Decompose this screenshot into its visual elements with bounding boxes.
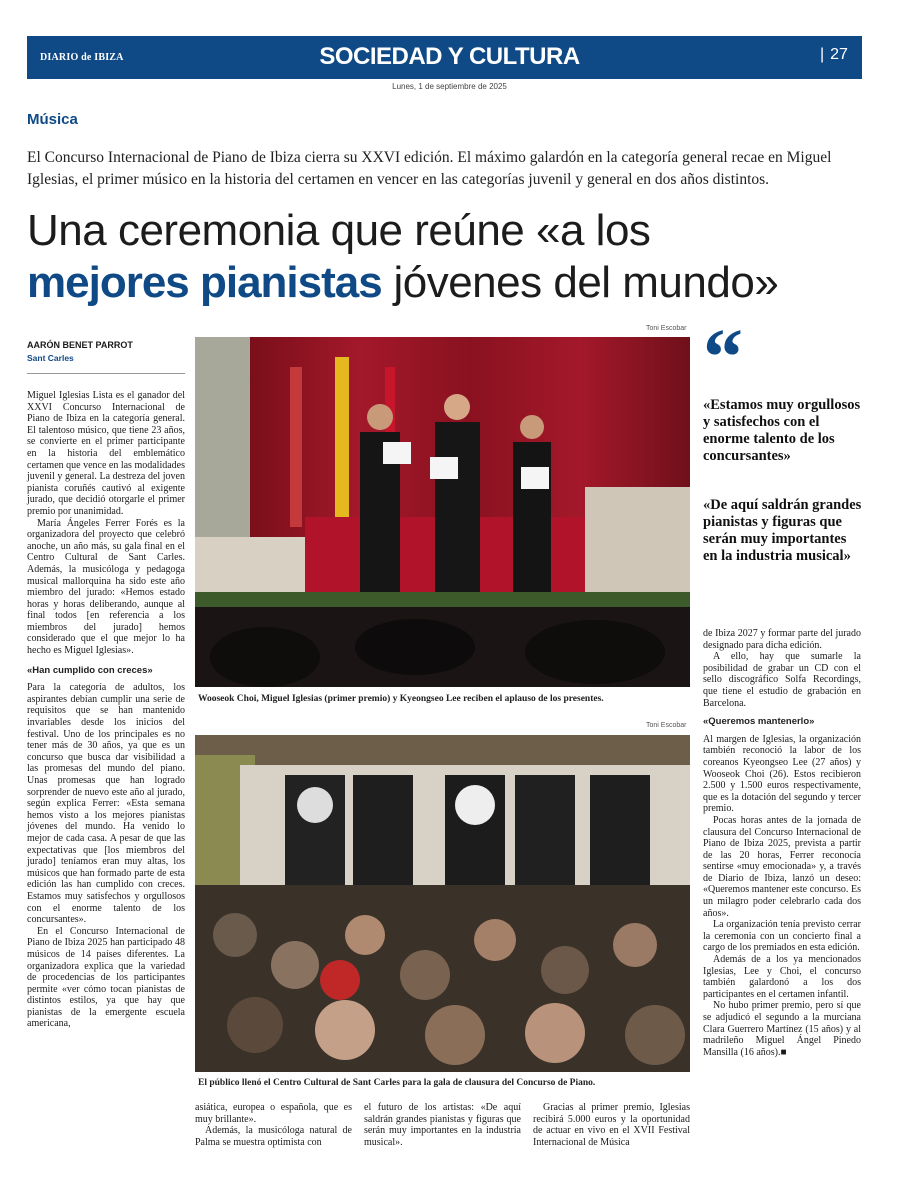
photo-credit: Toni Escobar bbox=[646, 722, 687, 729]
page-number: | 27 bbox=[820, 46, 848, 64]
paragraph: En el Concurso Internacional de Piano de Ibiza 2025 han participado 48 músicos de 14 países diferentes. La organizadora explica que la variedad de procedencias de los participantes permite «ver cómo tocan pianistas de distintos estilos, ya que hay que pianistas de la emergente escuela americana, bbox=[27, 925, 185, 1030]
subheading: «Queremos mantenerlo» bbox=[703, 716, 815, 728]
end-mark-icon: ■ bbox=[780, 1046, 787, 1058]
section-kicker: Música bbox=[27, 111, 78, 128]
article-column-3 bbox=[364, 1102, 521, 1148]
paragraph-text: No hubo primer premio, pero sí que se adjudicó el segundo a la murciana Clara Guerrero Martínez (15 años) y al madrileño Miguel Ángel Pinedo Mansilla (16 años). bbox=[703, 1000, 861, 1058]
paragraph: Además, la musicóloga natural de Palma se muestra optimista con bbox=[195, 1125, 352, 1148]
ceremony-photo-image bbox=[195, 337, 690, 687]
article-lead: El Concurso Internacional de Piano de Ibiza cierra su XXVI edición. El máximo galardón en la categoría general recae en Miguel Iglesias, el primer músico en la historia del certamen en vencer en las categorías juvenil y general en dos años distintos. bbox=[27, 149, 832, 188]
paragraph: A ello, hay que sumarle la posibilidad de grabar un CD con el sello discográfico Solfa Recordings, que tiene el estudio de grabación en Barcelona. bbox=[703, 651, 861, 709]
paragraph: de Ibiza 2027 y formar parte del jurado designado para dicha edición. bbox=[703, 628, 861, 651]
paragraph bbox=[703, 1000, 861, 1058]
article-column-4 bbox=[533, 1102, 690, 1148]
subheading: «Han cumplido con creces» bbox=[27, 664, 153, 676]
article-column-5 bbox=[703, 628, 861, 1058]
photo-caption: El público llenó el Centro Cultural de Sant Carles para la gala de clausura del Concurso de Piano. bbox=[198, 1078, 596, 1088]
pull-quote: «Estamos muy orgullosos y satisfechos con el enorme talento de los concursantes» bbox=[703, 397, 861, 464]
paragraph: Miguel Iglesias Lista es el ganador del XXVI Concurso Internacional de Piano de Ibiza en la categoría general. El talentoso músico, que tiene 23 años, se convierte en el primer participante en la historia del emblemático certamen que vence en las modalidades juvenil y general. La destreza del joven pianista coruñés cautivó al exigente jurado, que decidió otorgarle el primer premio por unanimidad. bbox=[27, 390, 185, 517]
pull-quote: «De aquí saldrán grandes pianistas y figuras que serán muy importantes en la industria musical» bbox=[703, 497, 862, 564]
quote-icon: “ bbox=[703, 314, 743, 402]
article-column-2 bbox=[195, 1102, 352, 1148]
issue-date: Lunes, 1 de septiembre de 2025 bbox=[392, 82, 507, 91]
paragraph: Para la categoría de adultos, los aspirantes debían cumplir una serie de requisitos que se han mantenido invariables desde los inicios del festival. Uno de los principales es no tener más de 30 años, ya que es un concurso que busca dar visibilidad a las promesas del mundo del piano. Unas promesas que han logrado sorprender de nuevo este año al jurado, según explica Ferrer: «Esta semana hemos visto a los mejores pianistas jóvenes del mundo. Ha venido lo mejor de cada casa. A pesar de que las expectativas que [los miembros del jurado] teníamos eran muy altas, los músicos que han formado parte de esta edición las han cumplido con creces. Estamos muy satisfechos y orgullosos con el enorme talento de los concursantes». bbox=[27, 682, 185, 926]
paragraph: María Ángeles Ferrer Forés es la organizadora del proyecto que celebró anoche, un año más, su gala final en el Centro Cultural de Sant Carles. Además, la musicóloga y pedagoga musical mallorquina ha sido este año miembro del jurado: «Hemos estado horas y horas deliberando, aunque al final todos [en referencia a los miembros del jurado] hemos considerado que el que mejor lo ha hecho es Miguel Iglesias». bbox=[27, 517, 185, 657]
photo-credit: Toni Escobar bbox=[646, 325, 687, 332]
paragraph: Al margen de Iglesias, la organización también reconoció la labor de los coreanos Kyeongseo Lee (27 años) y Wooseok Choi (26). Estos recibieron 2.500 y 1.500 euros respectivamente, que es la dotación del segundo y tercer premio. bbox=[703, 733, 861, 815]
byline-location: Sant Carles bbox=[27, 353, 74, 363]
audience-photo-image bbox=[195, 735, 690, 1072]
headline-line1: Una ceremonia que reúne «a los bbox=[27, 206, 651, 255]
paragraph: Pocas horas antes de la jornada de clausura del Concurso Internacional de Piano de Ibiza 2025, prevista a partir de las 20 horas, Ferrer reconocía sentirse «muy emocionada» y, a través de Diario de Ibiza, lanzó un deseo: «Queremos mantener este concurso. Es un milagro poder celebrarlo cada dos años». bbox=[703, 814, 861, 919]
paragraph: el futuro de los artistas: «De aquí saldrán grandes pianistas y figuras que serán muy importantes en la industria musical». bbox=[364, 1102, 521, 1148]
paragraph: Gracias al primer premio, Iglesias recibirá 5.000 euros y la oportunidad de actuar en vivo en el XVII Festival Internacional de Música bbox=[533, 1102, 690, 1148]
byline-author: AARÓN BENET PARROT bbox=[27, 340, 133, 350]
section-title: SOCIEDAD Y CULTURA bbox=[319, 43, 580, 70]
headline-tail: jóvenes del mundo» bbox=[381, 258, 779, 307]
newspaper-logo: DIARIO de IBIZA bbox=[40, 52, 124, 63]
paragraph: Además de a los ya mencionados Iglesias, Lee y Choi, el concurso también galardonó a los dos participantes en el certamen infantil. bbox=[703, 954, 861, 1000]
ceremony-photo bbox=[195, 337, 690, 687]
paragraph: La organización tenía previsto cerrar la ceremonia con un concierto final a cargo de los premiados en esta edición. bbox=[703, 919, 861, 954]
article-column-1 bbox=[27, 390, 185, 1030]
photo-caption: Wooseok Choi, Miguel Iglesias (primer premio) y Kyeongseo Lee reciben el aplauso de los presentes. bbox=[198, 694, 604, 704]
paragraph: asiática, europea o española, que es muy brillante». bbox=[195, 1102, 352, 1125]
headline-line2 bbox=[27, 257, 877, 309]
headline-highlight: mejores pianistas bbox=[27, 258, 382, 307]
article-headline bbox=[27, 205, 877, 309]
byline-rule bbox=[27, 373, 185, 374]
audience-photo bbox=[195, 735, 690, 1072]
